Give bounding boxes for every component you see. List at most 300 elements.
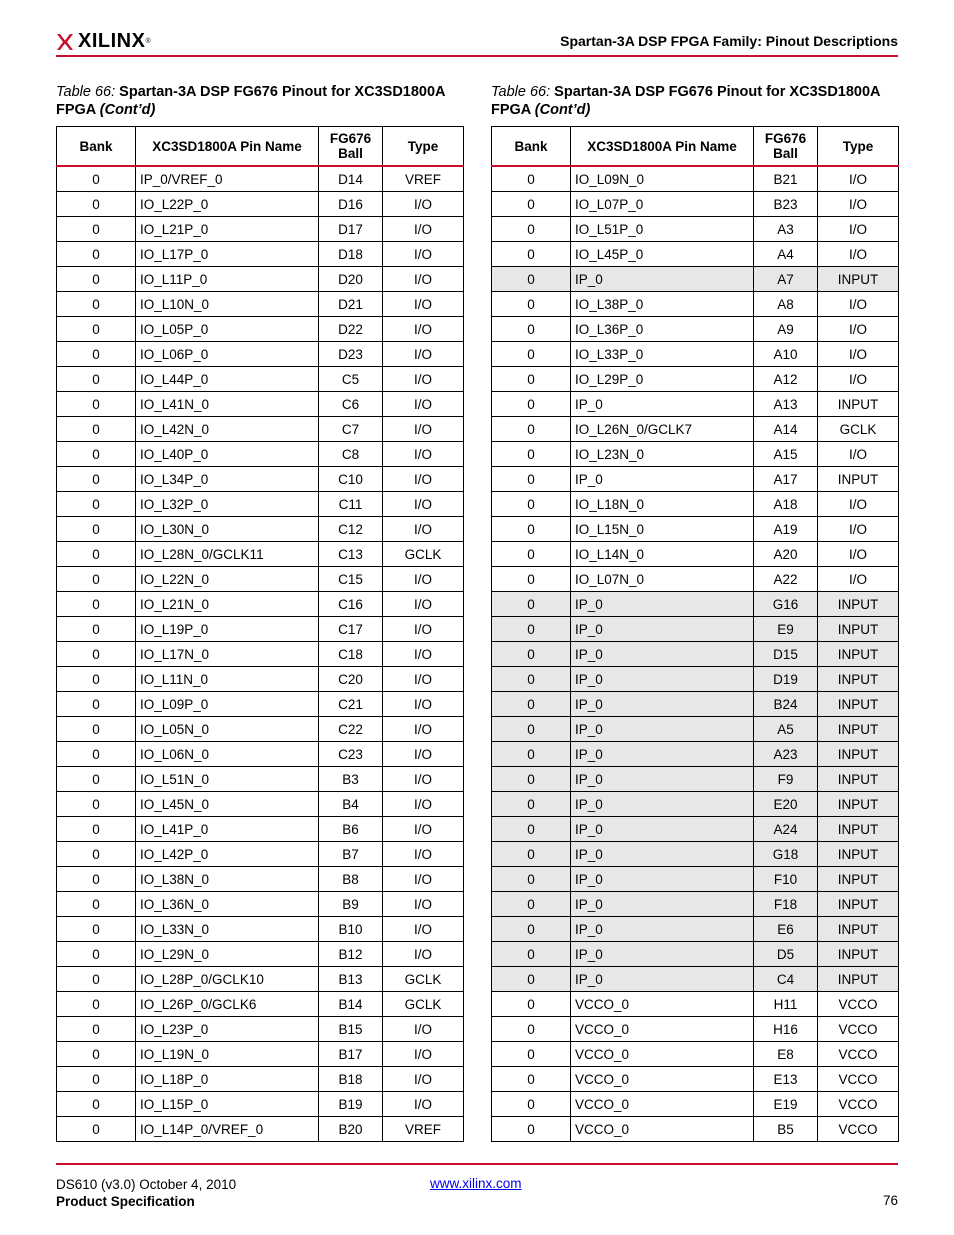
- table-row: [492, 267, 899, 292]
- cell-ball: B6: [319, 817, 383, 842]
- cell-type: I/O: [818, 517, 899, 542]
- cell-bank: 0: [492, 367, 571, 392]
- cell-type: INPUT: [818, 267, 899, 292]
- cell-pin-name: IP_0: [571, 617, 754, 642]
- cell-pin-name: IO_L05N_0: [136, 717, 319, 742]
- cell-bank: 0: [57, 1117, 136, 1142]
- cell-pin-name: VCCO_0: [571, 1117, 754, 1142]
- table-row: [57, 617, 464, 642]
- table-row: [57, 1117, 464, 1142]
- table-row: [492, 542, 899, 567]
- cell-ball: D15: [754, 642, 818, 667]
- cell-pin-name: IO_L38N_0: [136, 867, 319, 892]
- cell-ball: C7: [319, 417, 383, 442]
- cell-type: INPUT: [818, 392, 899, 417]
- cell-type: GCLK: [383, 992, 464, 1017]
- table-row: [492, 492, 899, 517]
- table-row: [57, 517, 464, 542]
- cell-type: INPUT: [818, 617, 899, 642]
- cell-bank: 0: [492, 942, 571, 967]
- cell-bank: 0: [57, 1092, 136, 1117]
- table-row: [57, 942, 464, 967]
- cell-ball: C22: [319, 717, 383, 742]
- cell-bank: 0: [57, 192, 136, 217]
- cell-ball: B21: [754, 166, 818, 192]
- cell-ball: C20: [319, 667, 383, 692]
- cell-bank: 0: [57, 166, 136, 192]
- cell-bank: 0: [57, 892, 136, 917]
- table-row: [492, 1117, 899, 1142]
- table-row: [57, 967, 464, 992]
- cell-pin-name: VCCO_0: [571, 992, 754, 1017]
- table-row: [57, 667, 464, 692]
- cell-bank: 0: [492, 217, 571, 242]
- cell-pin-name: IP_0: [571, 642, 754, 667]
- cell-bank: 0: [57, 592, 136, 617]
- cell-type: I/O: [818, 292, 899, 317]
- cell-type: I/O: [383, 767, 464, 792]
- table-row: [57, 242, 464, 267]
- cell-type: I/O: [818, 342, 899, 367]
- cell-ball: C12: [319, 517, 383, 542]
- caption-cont: (Cont’d): [534, 102, 591, 118]
- cell-ball: E20: [754, 792, 818, 817]
- cell-ball: B14: [319, 992, 383, 1017]
- cell-bank: 0: [492, 717, 571, 742]
- cell-pin-name: IO_L06N_0: [136, 742, 319, 767]
- cell-pin-name: IO_L17P_0: [136, 242, 319, 267]
- cell-bank: 0: [57, 492, 136, 517]
- cell-type: INPUT: [818, 592, 899, 617]
- table-row: [492, 892, 899, 917]
- table-row: [57, 1092, 464, 1117]
- cell-pin-name: IO_L42P_0: [136, 842, 319, 867]
- cell-ball: E9: [754, 617, 818, 642]
- cell-type: I/O: [818, 492, 899, 517]
- cell-ball: A8: [754, 292, 818, 317]
- cell-bank: 0: [492, 1117, 571, 1142]
- table-row: [492, 317, 899, 342]
- cell-pin-name: IP_0/VREF_0: [136, 166, 319, 192]
- cell-ball: E13: [754, 1067, 818, 1092]
- cell-ball: A3: [754, 217, 818, 242]
- cell-pin-name: IO_L15N_0: [571, 517, 754, 542]
- table-row: [57, 567, 464, 592]
- pinout-table-left: [56, 126, 464, 1142]
- cell-bank: 0: [57, 292, 136, 317]
- cell-type: I/O: [383, 592, 464, 617]
- cell-pin-name: IO_L10N_0: [136, 292, 319, 317]
- table-row: [57, 992, 464, 1017]
- cell-ball: B24: [754, 692, 818, 717]
- cell-ball: D14: [319, 166, 383, 192]
- logo-trademark: ®: [145, 38, 151, 45]
- cell-bank: 0: [57, 767, 136, 792]
- table-row: [492, 192, 899, 217]
- cell-bank: 0: [492, 817, 571, 842]
- cell-ball: A15: [754, 442, 818, 467]
- table-row: [57, 767, 464, 792]
- cell-bank: 0: [57, 742, 136, 767]
- cell-pin-name: IP_0: [571, 792, 754, 817]
- table-row: [492, 692, 899, 717]
- table-row: [57, 292, 464, 317]
- cell-type: INPUT: [818, 942, 899, 967]
- cell-ball: B7: [319, 842, 383, 867]
- cell-bank: 0: [492, 867, 571, 892]
- table-row: [57, 892, 464, 917]
- cell-ball: A23: [754, 742, 818, 767]
- col-header-bank: Bank: [492, 127, 571, 167]
- cell-pin-name: IO_L19P_0: [136, 617, 319, 642]
- cell-ball: D21: [319, 292, 383, 317]
- cell-pin-name: IP_0: [571, 767, 754, 792]
- cell-type: INPUT: [818, 767, 899, 792]
- cell-pin-name: IO_L23P_0: [136, 1017, 319, 1042]
- cell-pin-name: IO_L42N_0: [136, 417, 319, 442]
- cell-bank: 0: [492, 617, 571, 642]
- cell-type: I/O: [383, 442, 464, 467]
- cell-pin-name: IO_L45N_0: [136, 792, 319, 817]
- cell-type: I/O: [818, 217, 899, 242]
- cell-type: I/O: [818, 242, 899, 267]
- cell-ball: B18: [319, 1067, 383, 1092]
- cell-type: I/O: [383, 342, 464, 367]
- cell-type: INPUT: [818, 667, 899, 692]
- cell-bank: 0: [492, 742, 571, 767]
- cell-pin-name: IO_L33P_0: [571, 342, 754, 367]
- cell-type: I/O: [383, 567, 464, 592]
- table-row: [492, 867, 899, 892]
- cell-pin-name: IO_L22P_0: [136, 192, 319, 217]
- table-row: [57, 442, 464, 467]
- table-row: [57, 1017, 464, 1042]
- cell-type: I/O: [383, 917, 464, 942]
- col-header-pin-name: XC3SD1800A Pin Name: [136, 127, 319, 167]
- cell-pin-name: IO_L32P_0: [136, 492, 319, 517]
- table-row: [57, 717, 464, 742]
- cell-ball: B19: [319, 1092, 383, 1117]
- table-row: [57, 217, 464, 242]
- table-row: [57, 917, 464, 942]
- cell-pin-name: IO_L29N_0: [136, 942, 319, 967]
- cell-ball: C5: [319, 367, 383, 392]
- cell-type: I/O: [383, 867, 464, 892]
- table-caption-left: [56, 83, 466, 119]
- table-header-row: [492, 127, 899, 167]
- cell-type: INPUT: [818, 717, 899, 742]
- table-row: [492, 842, 899, 867]
- cell-pin-name: VCCO_0: [571, 1017, 754, 1042]
- cell-pin-name: IO_L29P_0: [571, 367, 754, 392]
- table-row: [492, 417, 899, 442]
- table-row: [492, 567, 899, 592]
- product-spec-label: Product Specification: [56, 1194, 195, 1209]
- table-row: [492, 817, 899, 842]
- cell-type: INPUT: [818, 792, 899, 817]
- cell-bank: 0: [57, 817, 136, 842]
- cell-pin-name: IO_L11N_0: [136, 667, 319, 692]
- cell-bank: 0: [57, 517, 136, 542]
- cell-type: INPUT: [818, 742, 899, 767]
- cell-pin-name: VCCO_0: [571, 1067, 754, 1092]
- cell-type: VREF: [383, 166, 464, 192]
- cell-type: I/O: [818, 317, 899, 342]
- cell-type: I/O: [818, 567, 899, 592]
- cell-pin-name: IO_L19N_0: [136, 1042, 319, 1067]
- cell-bank: 0: [57, 567, 136, 592]
- cell-bank: 0: [492, 192, 571, 217]
- cell-ball: C16: [319, 592, 383, 617]
- cell-bank: 0: [492, 417, 571, 442]
- cell-ball: G18: [754, 842, 818, 867]
- cell-bank: 0: [492, 517, 571, 542]
- doc-id: DS610 (v3.0) October 4, 2010: [56, 1177, 237, 1192]
- cell-pin-name: IO_L26N_0/GCLK7: [571, 417, 754, 442]
- cell-pin-name: IO_L18P_0: [136, 1067, 319, 1092]
- table-row: [492, 392, 899, 417]
- cell-bank: 0: [492, 567, 571, 592]
- cell-bank: 0: [492, 767, 571, 792]
- cell-type: INPUT: [818, 892, 899, 917]
- cell-ball: B17: [319, 1042, 383, 1067]
- cell-bank: 0: [492, 267, 571, 292]
- cell-pin-name: IO_L30N_0: [136, 517, 319, 542]
- cell-pin-name: IP_0: [571, 692, 754, 717]
- cell-bank: 0: [492, 442, 571, 467]
- cell-ball: C4: [754, 967, 818, 992]
- caption-title: Spartan-3A DSP FG676 Pinout for XC3SD1800A FPGA: [56, 84, 445, 118]
- cell-type: INPUT: [818, 867, 899, 892]
- cell-ball: C21: [319, 692, 383, 717]
- cell-pin-name: IO_L21P_0: [136, 217, 319, 242]
- cell-bank: 0: [492, 792, 571, 817]
- cell-ball: A24: [754, 817, 818, 842]
- page-header: [56, 28, 898, 56]
- table-row: [492, 617, 899, 642]
- cell-ball: B15: [319, 1017, 383, 1042]
- table-row: [492, 717, 899, 742]
- table-row: [57, 417, 464, 442]
- cell-pin-name: IO_L09N_0: [571, 166, 754, 192]
- table-row: [492, 1067, 899, 1092]
- cell-bank: 0: [57, 842, 136, 867]
- cell-pin-name: IO_L06P_0: [136, 342, 319, 367]
- cell-type: INPUT: [818, 917, 899, 942]
- cell-pin-name: IP_0: [571, 892, 754, 917]
- col-header-type: Type: [383, 127, 464, 167]
- cell-pin-name: IP_0: [571, 592, 754, 617]
- cell-ball: B3: [319, 767, 383, 792]
- table-row: [492, 367, 899, 392]
- cell-pin-name: IO_L11P_0: [136, 267, 319, 292]
- cell-type: I/O: [383, 667, 464, 692]
- cell-bank: 0: [57, 717, 136, 742]
- header-rule: [56, 55, 898, 57]
- cell-pin-name: IO_L44P_0: [136, 367, 319, 392]
- cell-ball: B8: [319, 867, 383, 892]
- cell-type: I/O: [383, 492, 464, 517]
- cell-bank: 0: [492, 992, 571, 1017]
- cell-type: I/O: [383, 942, 464, 967]
- table-row: [492, 992, 899, 1017]
- table-row: [492, 1092, 899, 1117]
- cell-ball: H11: [754, 992, 818, 1017]
- cell-type: I/O: [818, 367, 899, 392]
- cell-bank: 0: [57, 242, 136, 267]
- cell-bank: 0: [57, 367, 136, 392]
- cell-type: VCCO: [818, 1067, 899, 1092]
- cell-pin-name: IO_L36N_0: [136, 892, 319, 917]
- cell-pin-name: IO_L22N_0: [136, 567, 319, 592]
- cell-ball: B9: [319, 892, 383, 917]
- cell-type: INPUT: [818, 692, 899, 717]
- cell-ball: D23: [319, 342, 383, 367]
- cell-ball: E19: [754, 1092, 818, 1117]
- table-row: [57, 342, 464, 367]
- table-row: [57, 267, 464, 292]
- cell-type: VREF: [383, 1117, 464, 1142]
- cell-bank: 0: [492, 392, 571, 417]
- cell-type: I/O: [383, 692, 464, 717]
- cell-pin-name: IP_0: [571, 842, 754, 867]
- cell-ball: C17: [319, 617, 383, 642]
- table-row: [57, 817, 464, 842]
- cell-pin-name: IO_L26P_0/GCLK6: [136, 992, 319, 1017]
- cell-pin-name: IO_L05P_0: [136, 317, 319, 342]
- cell-type: I/O: [383, 642, 464, 667]
- cell-bank: 0: [57, 867, 136, 892]
- cell-ball: A22: [754, 567, 818, 592]
- table-body: [492, 166, 899, 1142]
- cell-bank: 0: [57, 692, 136, 717]
- cell-pin-name: IP_0: [571, 467, 754, 492]
- cell-ball: A17: [754, 467, 818, 492]
- cell-pin-name: IP_0: [571, 392, 754, 417]
- cell-ball: C18: [319, 642, 383, 667]
- table-row: [492, 967, 899, 992]
- table-row: [57, 492, 464, 517]
- table-row: [57, 1067, 464, 1092]
- cell-ball: B13: [319, 967, 383, 992]
- cell-type: I/O: [383, 1092, 464, 1117]
- cell-type: I/O: [383, 417, 464, 442]
- table-row: [492, 792, 899, 817]
- col-header-type: Type: [818, 127, 899, 167]
- cell-ball: A14: [754, 417, 818, 442]
- cell-type: I/O: [383, 292, 464, 317]
- cell-type: I/O: [818, 192, 899, 217]
- table-row: [492, 166, 899, 192]
- table-row: [492, 942, 899, 967]
- table-row: [492, 767, 899, 792]
- cell-bank: 0: [57, 392, 136, 417]
- cell-type: I/O: [383, 217, 464, 242]
- table-row: [492, 467, 899, 492]
- cell-type: VCCO: [818, 1092, 899, 1117]
- cell-type: INPUT: [818, 842, 899, 867]
- cell-type: I/O: [383, 842, 464, 867]
- table-row: [57, 367, 464, 392]
- cell-pin-name: IP_0: [571, 917, 754, 942]
- cell-bank: 0: [492, 342, 571, 367]
- caption-cont: (Cont’d): [99, 102, 156, 118]
- cell-type: I/O: [383, 192, 464, 217]
- cell-pin-name: IO_L21N_0: [136, 592, 319, 617]
- cell-bank: 0: [492, 492, 571, 517]
- cell-bank: 0: [492, 1092, 571, 1117]
- cell-ball: A4: [754, 242, 818, 267]
- cell-bank: 0: [57, 417, 136, 442]
- cell-type: GCLK: [383, 542, 464, 567]
- cell-ball: C6: [319, 392, 383, 417]
- cell-type: INPUT: [818, 467, 899, 492]
- cell-pin-name: VCCO_0: [571, 1092, 754, 1117]
- table-row: [492, 742, 899, 767]
- cell-bank: 0: [492, 692, 571, 717]
- cell-ball: E8: [754, 1042, 818, 1067]
- cell-ball: B10: [319, 917, 383, 942]
- table-row: [57, 642, 464, 667]
- xilinx-logo-icon: [56, 33, 74, 51]
- cell-ball: A5: [754, 717, 818, 742]
- table-row: [57, 842, 464, 867]
- xilinx-website-link[interactable]: www.xilinx.com: [430, 1176, 522, 1191]
- cell-bank: 0: [492, 1017, 571, 1042]
- cell-pin-name: IO_L36P_0: [571, 317, 754, 342]
- cell-bank: 0: [492, 842, 571, 867]
- cell-ball: A20: [754, 542, 818, 567]
- table-row: [57, 467, 464, 492]
- cell-type: I/O: [383, 467, 464, 492]
- cell-pin-name: IO_L14P_0/VREF_0: [136, 1117, 319, 1142]
- table-row: [57, 742, 464, 767]
- table-row: [492, 442, 899, 467]
- table-row: [492, 292, 899, 317]
- table-row: [492, 592, 899, 617]
- cell-type: I/O: [383, 517, 464, 542]
- table-row: [57, 867, 464, 892]
- cell-pin-name: IO_L07P_0: [571, 192, 754, 217]
- cell-ball: F9: [754, 767, 818, 792]
- cell-type: INPUT: [818, 817, 899, 842]
- cell-ball: E6: [754, 917, 818, 942]
- cell-ball: D18: [319, 242, 383, 267]
- cell-ball: G16: [754, 592, 818, 617]
- cell-type: I/O: [383, 792, 464, 817]
- cell-ball: B4: [319, 792, 383, 817]
- cell-ball: C10: [319, 467, 383, 492]
- footer-left: [56, 1176, 236, 1210]
- cell-ball: B12: [319, 942, 383, 967]
- cell-pin-name: IO_L45P_0: [571, 242, 754, 267]
- cell-ball: C8: [319, 442, 383, 467]
- footer-rule: [56, 1163, 898, 1165]
- table-row: [492, 642, 899, 667]
- table-row: [492, 667, 899, 692]
- table-row: [57, 792, 464, 817]
- cell-ball: F10: [754, 867, 818, 892]
- cell-ball: A13: [754, 392, 818, 417]
- cell-pin-name: IO_L40P_0: [136, 442, 319, 467]
- cell-type: VCCO: [818, 1117, 899, 1142]
- cell-ball: B20: [319, 1117, 383, 1142]
- cell-pin-name: IP_0: [571, 267, 754, 292]
- table-row: [57, 392, 464, 417]
- col-header-ball: FG676 Ball: [754, 127, 818, 167]
- cell-bank: 0: [492, 1042, 571, 1067]
- cell-ball: A10: [754, 342, 818, 367]
